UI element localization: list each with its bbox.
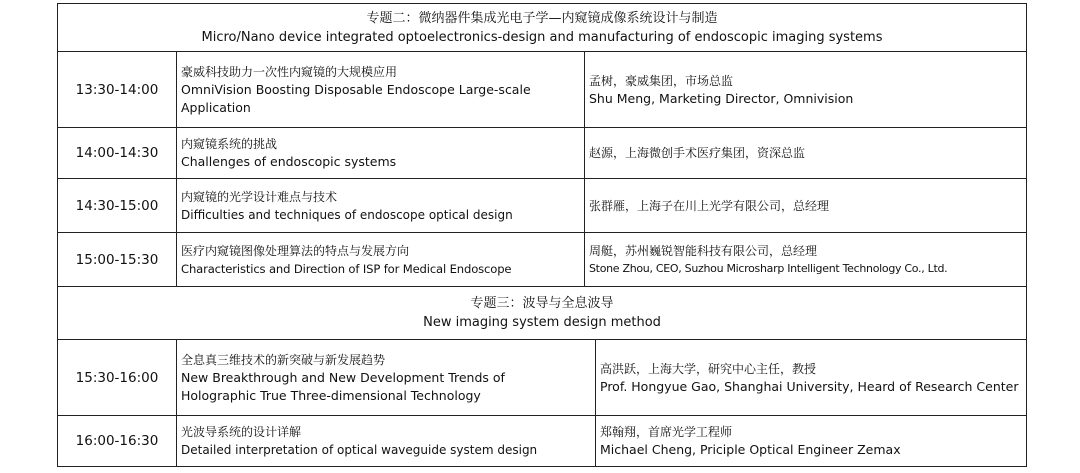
table-row [57,339,1027,415]
session-time: 15:30-16:00 [58,340,177,415]
topic-cn: 全息真三维技术的新突破与新发展趋势 [181,352,386,367]
agenda-table [57,3,1029,466]
table-row [57,127,1027,178]
speaker-en: Stone Zhou, CEO, Suzhou Microsharp Intelligent Technology Co., Ltd. [589,261,948,275]
session-topic [177,128,584,178]
section-header [57,3,1027,51]
session-speaker [595,416,1026,466]
speaker-en: Michael Cheng, Priciple Optical Engineer Zemax [600,442,901,457]
speaker-cn: 周艇，苏州巍锐智能科技有限公司，总经理 [589,243,818,258]
session-topic [177,52,584,127]
topic-en: New Breakthrough and New Development Trends of Holographic True Three-dimensional Technology [181,369,505,403]
speaker-en: Shu Meng, Marketing Director, Omnivision [589,90,854,106]
session-speaker [595,340,1026,415]
session-speaker [584,128,1026,178]
topic-cn: 光波导系统的设计详解 [181,425,302,439]
session-time: 13:30-14:00 [58,52,177,127]
section-title-cn: 专题二：微纳器件集成光电子学—内窥镜成像系统设计与制造 [366,10,718,26]
speaker-cn: 孟树，豪威集团，市场总监 [589,73,734,88]
speaker-cn: 高洪跃，上海大学，研究中心主任，教授 [600,361,817,376]
session-time: 15:00-15:30 [58,233,177,286]
session-speaker [584,179,1026,232]
session-time: 16:00-16:30 [58,416,177,466]
topic-cn: 豪威科技助力一次性内窥镜的大规模应用 [181,64,398,79]
table-row [57,178,1027,232]
speaker-cn: 郑翰翔，首席光学工程师 [600,425,733,439]
table-bottom-border [57,466,1027,467]
session-time: 14:00-14:30 [58,128,177,178]
session-topic [177,340,595,415]
session-topic [177,233,584,286]
table-row [57,51,1027,127]
speaker-cn: 张群雁，上海子在川上光学有限公司，总经理 [589,198,830,213]
speaker-cn: 赵源，上海微创手术医疗集团，资深总监 [589,146,806,160]
speaker-en: Prof. Hongyue Gao, Shanghai University, Heard of Research Center [600,378,1019,394]
topic-en: Challenges of endoscopic systems [181,154,397,169]
topic-cn: 内窥镜的光学设计难点与技术 [181,189,338,204]
topic-en: Characteristics and Direction of ISP for Medical Endoscope [181,261,512,276]
table-row [57,232,1027,286]
session-time: 14:30-15:00 [58,179,177,232]
topic-en: Detailed interpretation of optical waveguide system design [181,443,538,457]
section-title-en: Micro/Nano device integrated optoelectronics-design and manufacturing of endoscopic imaging systems [201,29,883,45]
section-title-cn: 专题三：波导与全息波导 [470,296,614,311]
topic-en: Difficulties and techniques of endoscope optical design [181,207,513,222]
topic-cn: 医疗内窥镜图像处理算法的特点与发展方向 [181,243,410,258]
topic-en: OmniVision Boosting Disposable Endoscope Large-scale Application [181,81,531,115]
session-speaker [584,52,1026,127]
session-speaker [584,233,1026,286]
topic-cn: 内窥镜系统的挑战 [181,137,278,151]
table-row [57,415,1027,466]
section-header [57,286,1027,339]
session-topic [177,179,584,232]
session-topic [177,416,595,466]
section-title-en: New imaging system design method [423,315,661,330]
